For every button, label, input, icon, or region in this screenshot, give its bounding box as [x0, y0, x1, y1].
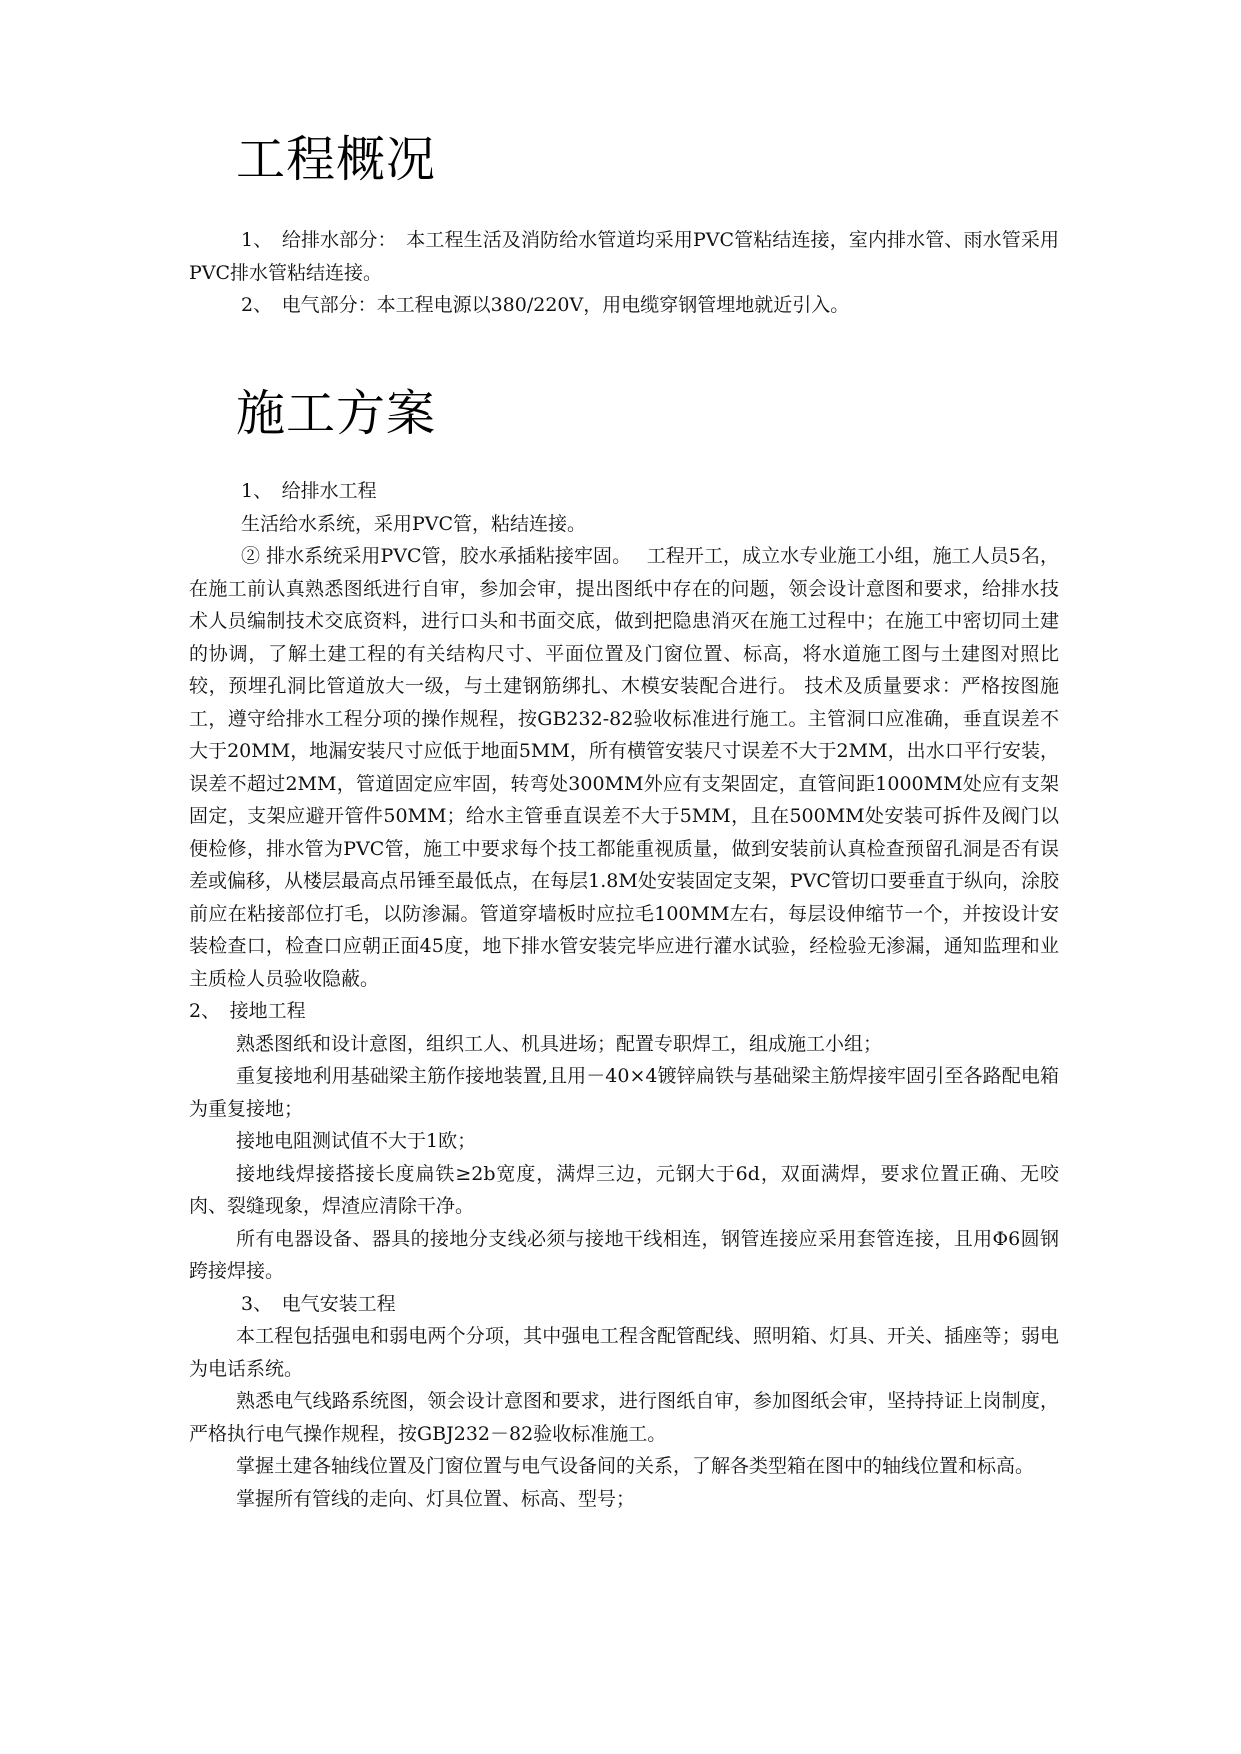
plan-paragraph: ② 排水系统采用PVC管，胶水承插粘接牢固。 工程开工，成立水专业施工小组，施工人员5名，在施工前认真熟悉图纸进行自审，参加会审，提出图纸中存在的问题，领会设计意图和要求，给排水技术人员编制技术交底资料，进行口头和书面交底，做到把隐患消灭在施工过程中；在施工中密切同土建的协调，了解土建工程的有关结构尺寸、平面位置及门窗位置、标高，将水道施工图与土建图对照比较，预埋孔洞比管道放大一级，与土建钢筋绑扎、木模安装配合进行。 技术及质量要求：严格按图施工，遵守给排水工程分项的操作规程，按GB232-82验收标准进行施工。主管洞口应准确，垂直误差不大于20MM，地漏安装尺寸应低于地面5MM，所有横管安装尺寸误差不大于2MM，出水口平行安装，误差不超过2MM，管道固定应牢固，转弯处300MM外应有支架固定，直管间距1000MM处应有支架固定，支架应避开管件50MM；给水主管垂直误差不大于5MM，且在500MM处安装可拆件及阀门以便检修，排水管为PVC管，施工中要求每个技工都能重视质量，做到安装前认真检查预留孔洞是否有误差或偏移，从楼层最高点吊锤至最低点，在每层1.8M处安装固定支架，PVC管切口要垂直于纵向，涂胶前应在粘接部位打毛，以防渗漏。管道穿墙板时应拉毛100MM左右，每层设伸缩节一个，并按设计安装检查口，检查口应朝正面45度，地下排水管安装完毕应进行灌水试验，经检验无渗漏，通知监理和业主质检人员验收隐蔽。 — [189, 545, 1059, 990]
plan-heading-grounding: 2、 接地工程 — [189, 1000, 306, 1022]
plan-heading-electrical: 3、 电气安装工程 — [241, 1292, 396, 1315]
overview-item-2: 2、 电气部分：本工程电源以380/220V，用电缆穿钢管埋地就近引入。 — [241, 294, 850, 316]
plan-paragraph: 生活给水系统，采用PVC管，粘结连接。 — [241, 512, 587, 535]
plan-paragraph: 掌握土建各轴线位置及门窗位置与电气设备间的关系，了解各类型箱在图中的轴线位置和标高。 — [236, 1455, 1035, 1477]
section-title-overview: 工程概况 — [236, 131, 437, 188]
plan-paragraph: 重复接地利用基础梁主筋作接地装置,且用－40×4镀锌扁铁与基础梁主筋焊接牢固引至各路配电箱为重复接地； — [189, 1065, 1059, 1120]
overview-section — [189, 224, 1059, 322]
plan-paragraph: 接地电阻测试值不大于1欧； — [236, 1130, 477, 1152]
plan-paragraph: 接地线焊接搭接长度扁铁≥2b宽度，满焊三边，元钢大于6d，双面满焊，要求位置正确、无咬肉、裂缝现象，焊渣应清除干净。 — [189, 1162, 1059, 1217]
overview-item-1: 1、 给排水部分： 本工程生活及消防给水管道均采用PVC管粘结连接，室内排水管、雨水管采用PVC排水管粘结连接。 — [189, 229, 1059, 284]
plan-paragraph: 本工程包括强电和弱电两个分项，其中强电工程含配管配线、照明箱、灯具、开关、插座等；弱电为电话系统。 — [189, 1325, 1059, 1380]
plan-heading-drainage: 1、 给排水工程 — [241, 480, 377, 502]
plan-paragraph: 所有电器设备、器具的接地分支线必须与接地干线相连，钢管连接应采用套管连接，且用Φ6圆钢跨接焊接。 — [189, 1227, 1059, 1282]
plan-paragraph: 掌握所有管线的走向、灯具位置、标高、型号； — [236, 1487, 636, 1510]
plan-paragraph: 熟悉图纸和设计意图，组织工人、机具进场；配置专职焊工，组成施工小组； — [236, 1032, 883, 1055]
plan-paragraph: 熟悉电气线路系统图，领会设计意图和要求，进行图纸自审，参加图纸会审，坚持持证上岗制度，严格执行电气操作规程，按GBJ232－82验收标准施工。 — [189, 1390, 1059, 1445]
plan-section — [189, 475, 1059, 1515]
section-title-plan: 施工方案 — [236, 385, 437, 442]
